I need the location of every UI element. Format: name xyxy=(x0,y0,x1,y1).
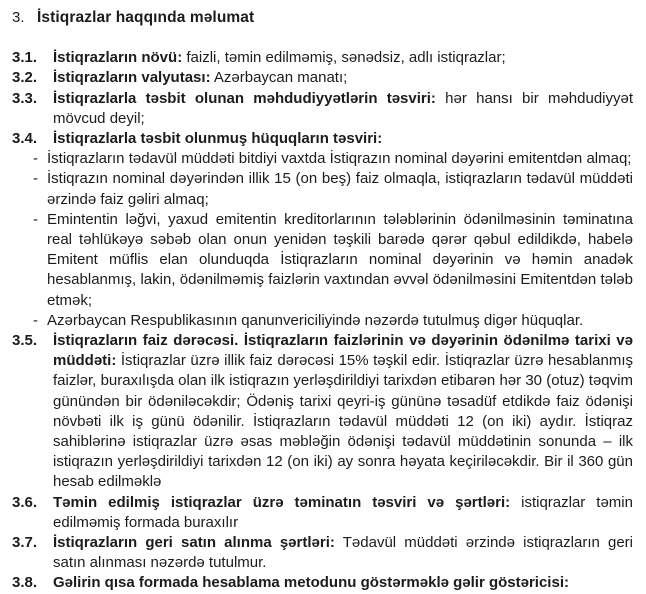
section-text xyxy=(53,493,633,533)
section-text xyxy=(53,89,633,129)
section-number: 3.3. xyxy=(12,89,38,107)
section-number: 3.7. xyxy=(12,534,38,552)
section-3-7 xyxy=(12,533,633,573)
section-3-2 xyxy=(12,68,633,88)
section-3-3 xyxy=(12,89,633,129)
section-3-4 xyxy=(12,129,633,149)
section-body-text: faizli, təmin edilməmiş, sənədsiz, adlı istiqrazlar; xyxy=(182,49,506,67)
section-heading xyxy=(12,8,633,28)
section-body-text: İstiqrazlar üzrə illik faiz dərəcəsi 15% təşkil edir. İstiqrazlar üzrə hesablanmış faizlər, buraxılışda olan ilk istiqrazın yerləşdirildiyi tarixdən etibarən hər 30 (otuz) təqvim günündən bir ödəniləcəkdir; Ödəniş tarixi qeyri-iş gününə təsadüf etdikdə faiz ödənişi növbəti ilk iş günü ödənilir. İstiqrazların tədavül müddəti 12 (on iki) aydır. İstiqraz sahiblərinə istiqrazlar üzrə əsas məbləğin ödənişi tədavül müddətinin sonunda – ilk istiqrazın yerləşdirildiyi tarixdən 12 (on iki) ay sonra həyata keçiriləcəkdir. Bir il 360 gün hesab edilməklə xyxy=(53,352,633,491)
section-lead-bold: Təmin edilmiş istiqrazlar üzrə təminatın təsviri və şərtləri: xyxy=(53,493,511,511)
section-lead-bold: İstiqrazların faiz dərəcəsi. İstiqrazların faizlərinin və dəyərinin ödənilmə tarixi və müddəti: xyxy=(53,332,633,370)
section-text xyxy=(53,533,633,573)
bullet-text: İstiqrazın nominal dəyərindən illik 15 (on beş) faiz olmaqla, istiqrazların tədavül müddəti ərzində faiz gəliri almaq; xyxy=(47,170,633,208)
bullet-item xyxy=(12,169,633,209)
bullet-item xyxy=(12,311,633,331)
section-3-8 xyxy=(12,573,633,593)
section-body-text: istiqrazlar təmin edilməmiş formada buraxılır xyxy=(53,493,633,531)
section-body-text: Tədavül müddəti ərzində istiqrazların geri satın alınması nəzərdə tutulmur. xyxy=(53,534,633,572)
dash-bullet-marker: - xyxy=(33,210,38,228)
bullet-text: Emintentin ləğvi, yaxud emitentin kreditorlarının tələblərinin ödənilməsinin təminatına real təhlükəyə səbəb olan onun yenidən təşkili barədə qərər qəbul edildikdə, habelə Emitent müflis elan olunduqda İstiqrazların nominal dəyərinin və həmin anadək hesablanmış, lakin, ödənilməmiş faizlərin vaxtından əvvəl ödənilməsini Emitentdən tələb etmək; xyxy=(47,210,633,309)
section-number: 3.6. xyxy=(12,493,38,511)
section-number: 3.8. xyxy=(12,574,38,592)
section-lead-bold: İstiqrazlarla təsbit olunmuş hüquqların təsviri: xyxy=(53,130,383,148)
section-number: 3.2. xyxy=(12,69,38,87)
section-text xyxy=(53,331,633,493)
section-number: 3.4. xyxy=(12,130,38,148)
section-lead-bold: İstiqrazların valyutası: xyxy=(53,69,211,87)
section-3-5 xyxy=(12,331,633,493)
page-title: İstiqrazlar haqqında məlumat xyxy=(37,9,255,26)
bullet-text: İstiqrazların tədavül müddəti bitdiyi vaxtda İstiqrazın nominal dəyərini emitentdən almaq; xyxy=(47,150,632,168)
section-number: 3.1. xyxy=(12,49,38,67)
section-lead-bold: Gəlirin qısa formada hesablama metodunu göstərməklə gəlir göstəricisi: xyxy=(53,574,569,592)
section-lead-bold: İstiqrazların növü: xyxy=(53,49,183,67)
section-number: 3.5. xyxy=(12,332,38,350)
section-text xyxy=(53,68,633,88)
bullet-text: Azərbaycan Respublikasının qanunvericiliyində nəzərdə tutulmuş digər hüquqlar. xyxy=(47,311,584,329)
section-text xyxy=(53,573,633,593)
dash-bullet-marker: - xyxy=(33,150,38,168)
bullet-item xyxy=(12,210,633,311)
section-body-text: hər hansı bir məhdudiyyət mövcud deyil; xyxy=(53,89,634,127)
bullet-item xyxy=(12,149,633,169)
section-lead-bold: İstiqrazlarla təsbit olunan məhdudiyyətlərin təsviri: xyxy=(53,89,436,107)
section-text xyxy=(53,129,633,149)
section-3-6 xyxy=(12,493,633,533)
dash-bullet-marker: - xyxy=(33,170,38,188)
section-body-text: Azərbaycan manatı; xyxy=(210,69,348,87)
dash-bullet-marker: - xyxy=(33,311,38,329)
section-lead-bold: İstiqrazların geri satın alınma şərtləri: xyxy=(53,534,335,552)
section-text xyxy=(53,48,633,68)
heading-number: 3. xyxy=(12,9,25,26)
section-3-1 xyxy=(12,48,633,68)
